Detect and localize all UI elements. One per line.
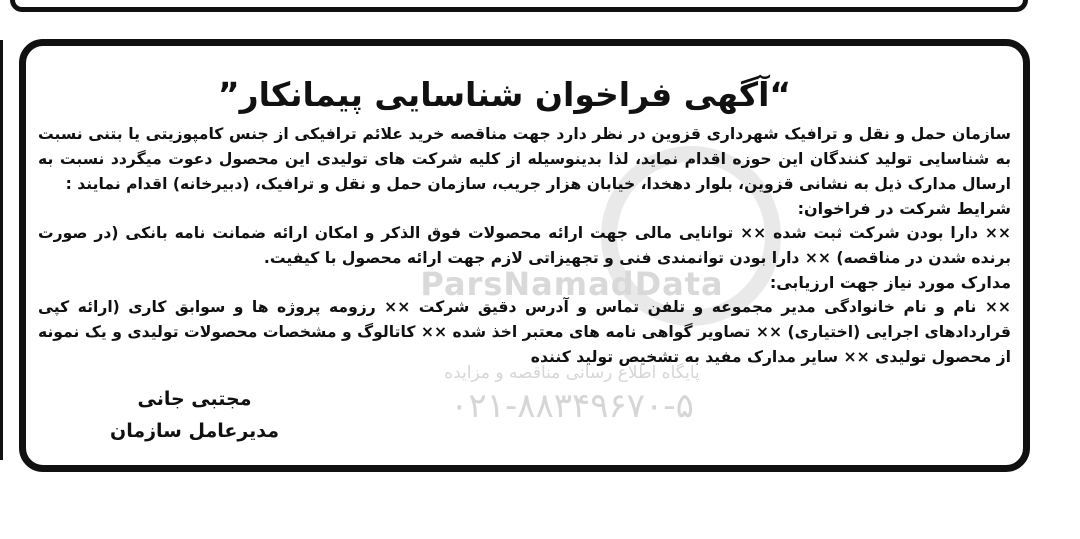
conditions-text: ×× دارا بودن شرکت ثبت شده ×× توانایی مالی جهت ارائه محصولات فوق الذکر و امکان ارائه ضمانت نامه بانکی (در صورت برنده شدن در مناقصه) ×× دارا بودن توانمندی فنی و تجهیزاتی لازم جهت ارائه محصول با کیفیت. xyxy=(38,224,1011,267)
previous-notice-border xyxy=(10,0,1028,12)
conditions-heading: شرایط شرکت در فراخوان: xyxy=(797,199,1011,218)
watermark-brand: ParsNamadData xyxy=(420,265,724,303)
signatory-name: مجتبی جانی xyxy=(137,388,252,410)
signatory-title: مدیرعامل سازمان xyxy=(110,420,280,442)
watermark-phone: ۰۲۱-۸۸۳۴۹۶۷۰-۵ xyxy=(450,386,694,426)
adjacent-column-rule xyxy=(0,40,3,460)
documents-heading: مدارک مورد نیاز جهت ارزیابی: xyxy=(769,273,1011,292)
signature-block xyxy=(110,383,279,447)
tender-notice xyxy=(19,39,1030,472)
watermark-subtitle: پایگاه اطلاع رسانی مناقصه و مزایده xyxy=(444,363,700,383)
notice-title: “آگهی فراخوان شناسایی پیمانکار” xyxy=(217,75,792,114)
notice-intro: سازمان حمل و نقل و ترافیک شهرداری قزوین در نظر دارد جهت مناقصه خرید علائم ترافیکی از جنس کامپوزیتی یا بتنی نسبت به شناسایی تولید کنندگان این حوزه اقدام نماید، لذا بدینوسیله از کلیه شرکت های تولیدی این محصول دعوت میگردد نسبت به ارسال مدارک ذیل به نشانی قزوین، بلوار دهخدا، خیابان هزار جریب، سازمان حمل و نقل و ترافیک، (دبیرخانه) اقدام نمایند : xyxy=(38,125,1011,193)
documents-text: ×× نام و نام خانوادگی مدیر مجموعه و تلفن تماس و آدرس دقیق شرکت ×× رزومه پروژه ها و سوابق کاری (ارائه کپی قراردادهای اجرایی (اختیاری) ×× تصاویر گواهی نامه های معتبر اخذ شده ×× کاتالوگ و مشخصات محصولات تولیدی و یک نمونه از محصول تولیدی ×× سایر مدارک مفید به تشخیص تولید کننده xyxy=(38,298,1011,366)
notice-content xyxy=(38,72,1011,370)
